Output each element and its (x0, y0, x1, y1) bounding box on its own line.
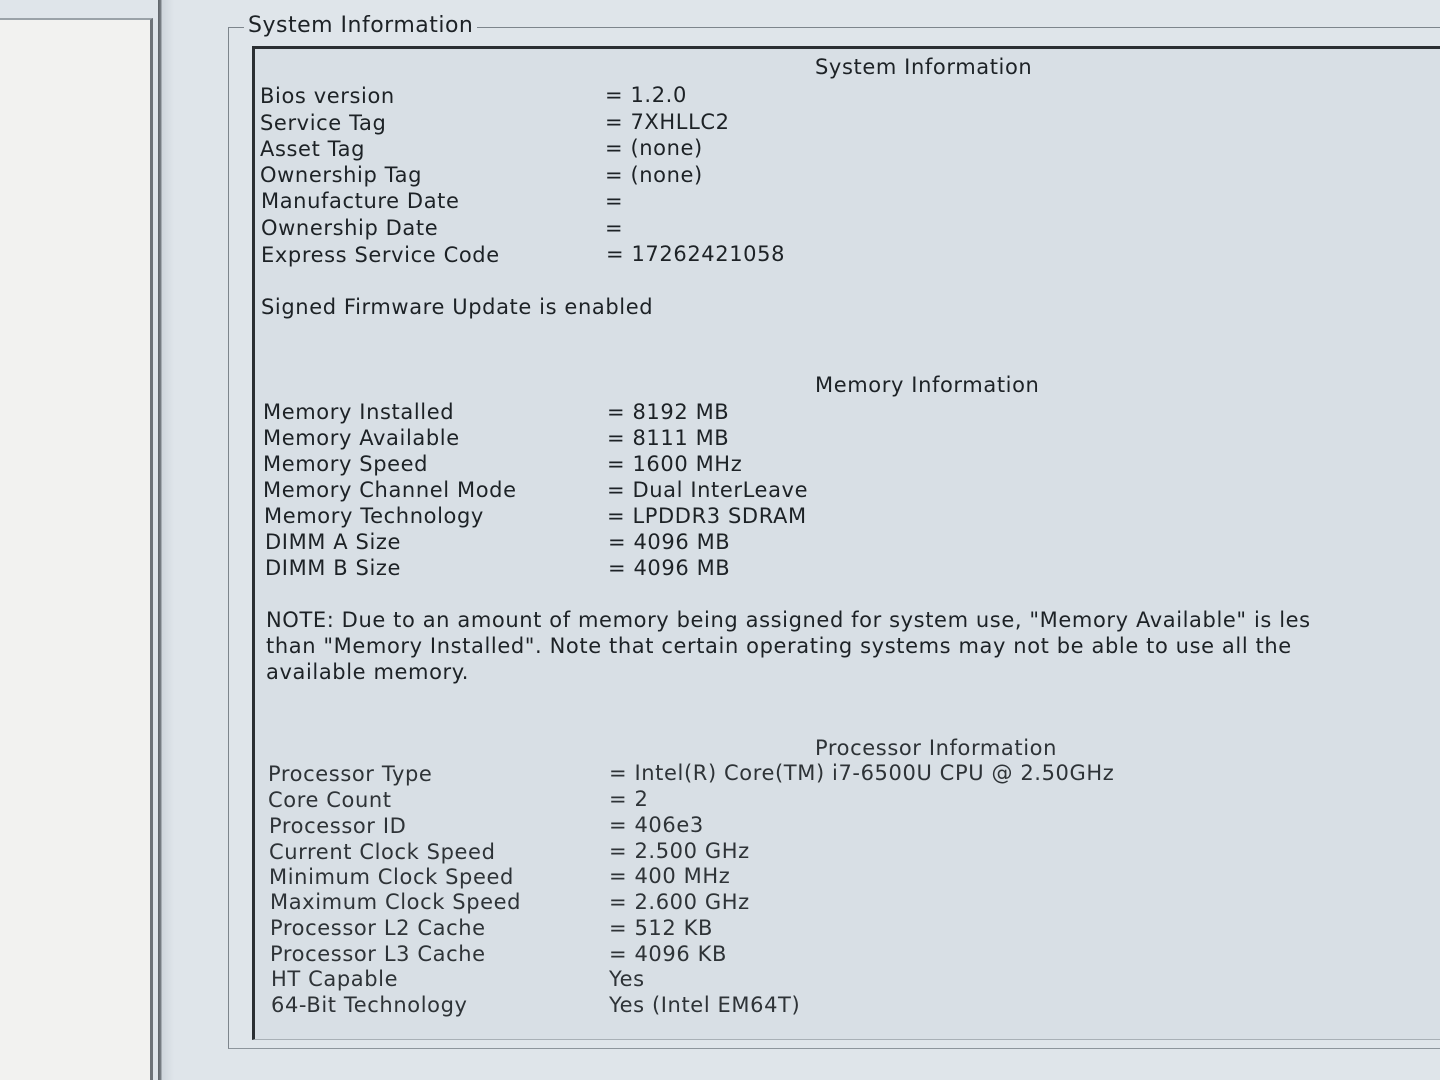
ownership-date-label: Ownership Date (261, 216, 439, 240)
memory-available-value: = 8111 MB (607, 426, 730, 450)
asset-tag-value: = (none) (605, 136, 703, 160)
memory-installed-value: = 8192 MB (607, 400, 730, 424)
bios-version-value: = 1.2.0 (605, 83, 687, 107)
maximum-clock-speed-value: = 2.600 GHz (609, 890, 750, 914)
dimm-a-size-label: DIMM A Size (265, 530, 402, 554)
manufacture-date-label: Manufacture Date (261, 189, 460, 213)
pane-divider (158, 0, 174, 1080)
memory-speed-value: = 1600 MHz (607, 452, 743, 476)
minimum-clock-speed-value: = 400 MHz (609, 864, 731, 888)
bios-version-label: Bios version (260, 84, 395, 108)
settings-tree-pane[interactable] (0, 18, 153, 1080)
64-bit-technology-label: 64-Bit Technology (271, 993, 468, 1017)
memory-channel-mode-value: = Dual InterLeave (607, 478, 809, 502)
processor-id-label: Processor ID (269, 814, 407, 838)
ht-capable-value: Yes (609, 967, 645, 991)
core-count-value: = 2 (609, 787, 649, 811)
minimum-clock-speed-label: Minimum Clock Speed (269, 865, 514, 889)
processor-l2-cache-value: = 512 KB (609, 916, 714, 940)
group-legend: System Information (244, 13, 477, 38)
memory-note-line-2: than "Memory Installed". Note that certain operating systems may not be able to use all the (266, 634, 1292, 658)
processor-section-title: Processor Information (815, 736, 1057, 760)
ownership-tag-value: = (none) (605, 163, 703, 187)
ownership-tag-label: Ownership Tag (260, 163, 423, 187)
processor-l2-cache-label: Processor L2 Cache (270, 916, 486, 940)
service-tag-label: Service Tag (260, 111, 387, 135)
current-clock-speed-value: = 2.500 GHz (609, 839, 750, 863)
service-tag-value: = 7XHLLC2 (605, 110, 730, 134)
processor-type-value: = Intel(R) Core(TM) i7-6500U CPU @ 2.50GHz (609, 761, 1115, 785)
processor-type-label: Processor Type (268, 762, 433, 786)
memory-channel-mode-label: Memory Channel Mode (263, 478, 517, 502)
memory-installed-label: Memory Installed (263, 400, 455, 424)
processor-l3-cache-label: Processor L3 Cache (270, 942, 486, 966)
asset-tag-label: Asset Tag (260, 137, 366, 161)
ht-capable-label: HT Capable (271, 967, 399, 991)
dimm-b-size-label: DIMM B Size (265, 556, 402, 580)
64-bit-technology-value: Yes (Intel EM64T) (609, 993, 801, 1017)
current-clock-speed-label: Current Clock Speed (269, 840, 496, 864)
core-count-label: Core Count (268, 788, 392, 812)
manufacture-date-value: = (605, 189, 624, 213)
ownership-date-value: = (605, 216, 624, 240)
processor-l3-cache-value: = 4096 KB (609, 942, 727, 966)
memory-section-title: Memory Information (815, 373, 1040, 397)
dimm-b-size-value: = 4096 MB (608, 556, 731, 580)
express-service-code-value: = 17262421058 (606, 242, 786, 266)
signed-firmware-status: Signed Firmware Update is enabled (261, 295, 654, 319)
memory-note-line-3: available memory. (266, 660, 470, 684)
memory-technology-label: Memory Technology (264, 504, 484, 528)
system-section-title: System Information (815, 55, 1033, 79)
memory-note-line-1: NOTE: Due to an amount of memory being assigned for system use, "Memory Available" is les (266, 608, 1311, 632)
memory-speed-label: Memory Speed (263, 452, 429, 476)
dimm-a-size-value: = 4096 MB (608, 530, 731, 554)
maximum-clock-speed-label: Maximum Clock Speed (270, 890, 522, 914)
processor-id-value: = 406e3 (609, 813, 704, 837)
express-service-code-label: Express Service Code (261, 243, 500, 267)
memory-technology-value: = LPDDR3 SDRAM (607, 504, 807, 528)
memory-available-label: Memory Available (263, 426, 460, 450)
